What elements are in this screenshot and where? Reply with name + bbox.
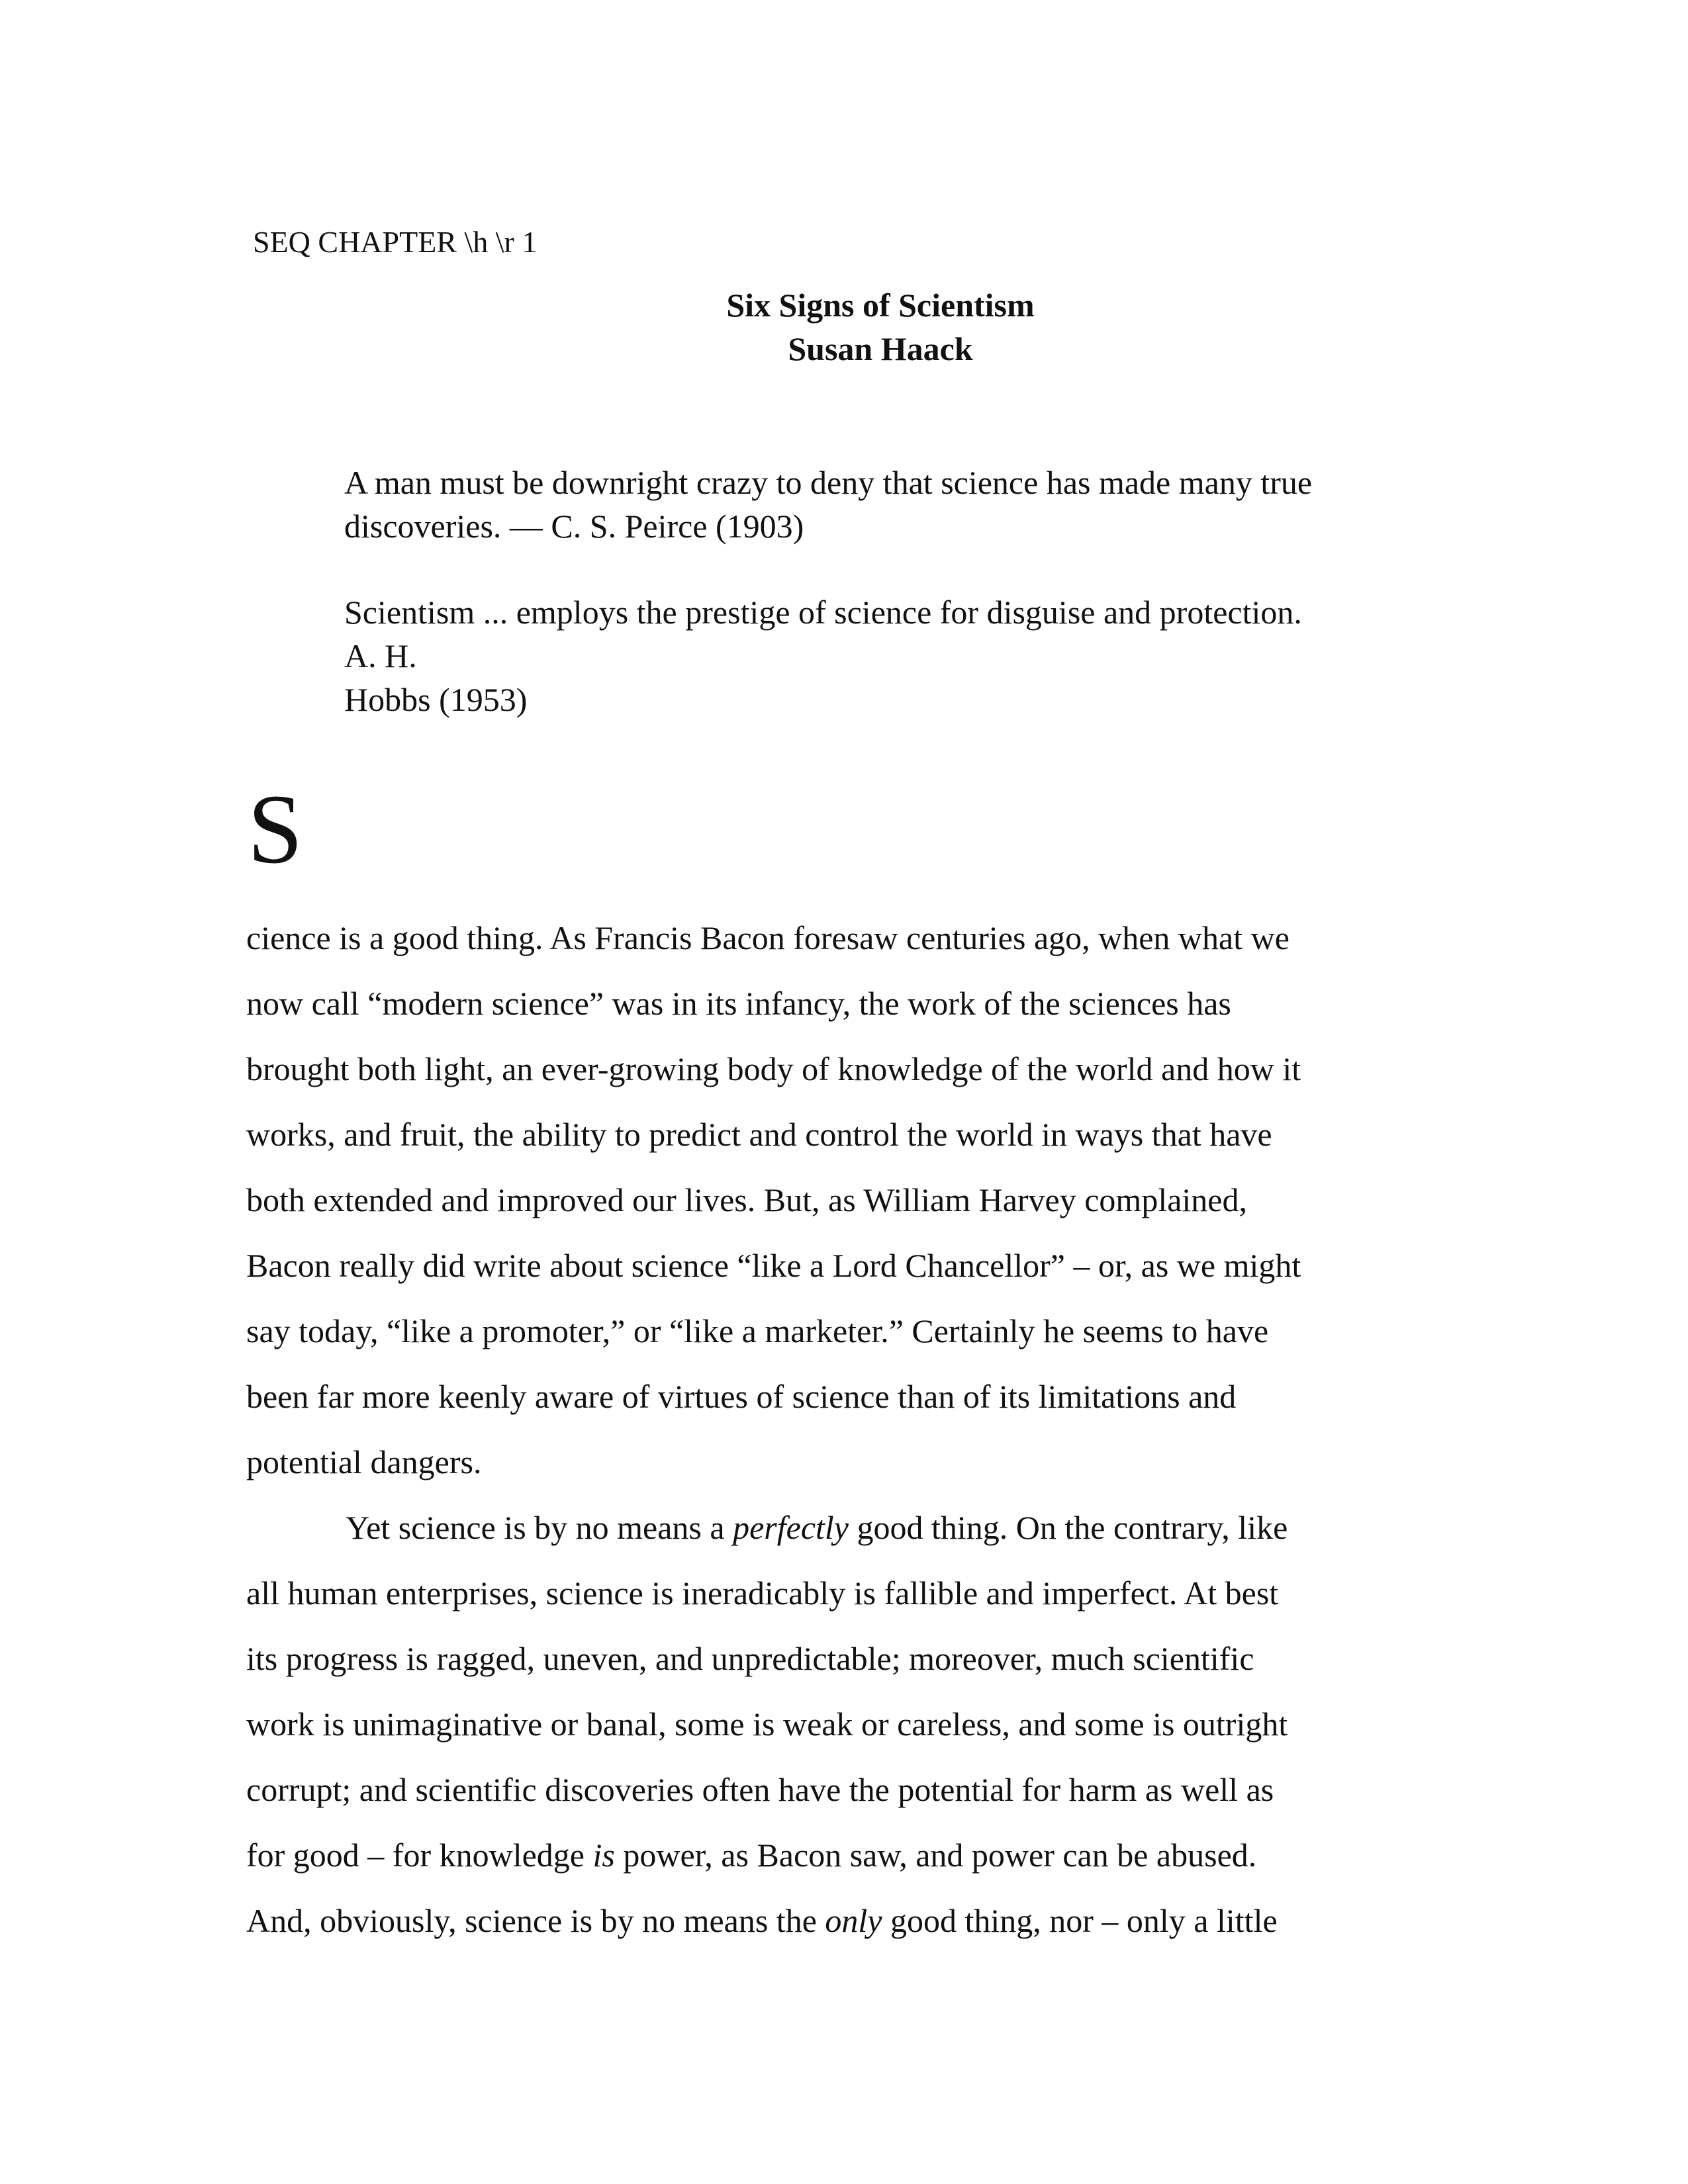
epigraph-line: Scientism ... employs the prestige of science for disguise and protection. [344, 594, 1302, 631]
text-run: power, as Bacon saw, and power can be abused. [614, 1837, 1257, 1874]
text-line: cience is a good thing. As Francis Bacon foresaw centuries ago, when what we [246, 919, 1289, 956]
text-line: Bacon really did write about science “like a Lord Chancellor” – or, as we might [246, 1247, 1301, 1284]
text-line [246, 1888, 1438, 1954]
text-run: And, obviously, science is by no means the [246, 1902, 825, 1939]
epigraph-hobbs [344, 590, 1496, 721]
text-line: say today, “like a promoter,” or “like a marketer.” Certainly he seems to have [246, 1312, 1269, 1349]
paragraph-2 [246, 1495, 1438, 1954]
emphasis-perfectly: perfectly [733, 1509, 849, 1546]
text-line: brought both light, an ever-growing body of knowledge of the world and how it [246, 1050, 1301, 1087]
text-line: work is unimaginative or banal, some is weak or careless, and some is outright [246, 1706, 1288, 1743]
epigraph-line: A. H. [344, 637, 417, 674]
text-line: been far more keenly aware of virtues of science than of its limitations and [246, 1378, 1237, 1415]
text-line [246, 1823, 1438, 1888]
document-author: Susan Haack [788, 330, 973, 367]
epigraph-line: A man must be downright crazy to deny that science has made many true [344, 464, 1313, 501]
document-title: Six Signs of Scientism [726, 287, 1035, 324]
title-block [596, 283, 1165, 371]
body-text [246, 905, 1438, 1954]
text-line: potential dangers. [246, 1443, 482, 1480]
drop-cap: S [248, 774, 303, 884]
text-line: all human enterprises, science is ineradicably is fallible and imperfect. At best [246, 1574, 1279, 1612]
field-code-header: SEQ CHAPTER \h \r 1 [253, 225, 538, 259]
epigraph-line: discoveries. — C. S. Peirce (1903) [344, 508, 804, 545]
epigraph-peirce [344, 461, 1496, 548]
text-line: corrupt; and scientific discoveries often have the potential for harm as well as [246, 1771, 1274, 1808]
emphasis-only: only [825, 1902, 882, 1939]
text-run: Yet science is by no means a [346, 1509, 733, 1546]
paragraph-1 [246, 905, 1438, 1495]
text-line: now call “modern science” was in its infancy, the work of the sciences has [246, 985, 1231, 1022]
text-line: its progress is ragged, uneven, and unpredictable; moreover, much scientific [246, 1640, 1254, 1677]
text-line [246, 1495, 1438, 1561]
text-run: for good – for knowledge [246, 1837, 593, 1874]
text-run: good thing, nor – only a little [882, 1902, 1278, 1939]
text-line: works, and fruit, the ability to predict and control the world in ways that have [246, 1116, 1272, 1153]
epigraph-line: Hobbs (1953) [344, 681, 528, 718]
text-run: good thing. On the contrary, like [849, 1509, 1288, 1546]
text-line: both extended and improved our lives. But, as William Harvey complained, [246, 1181, 1247, 1218]
emphasis-is: is [592, 1837, 615, 1874]
